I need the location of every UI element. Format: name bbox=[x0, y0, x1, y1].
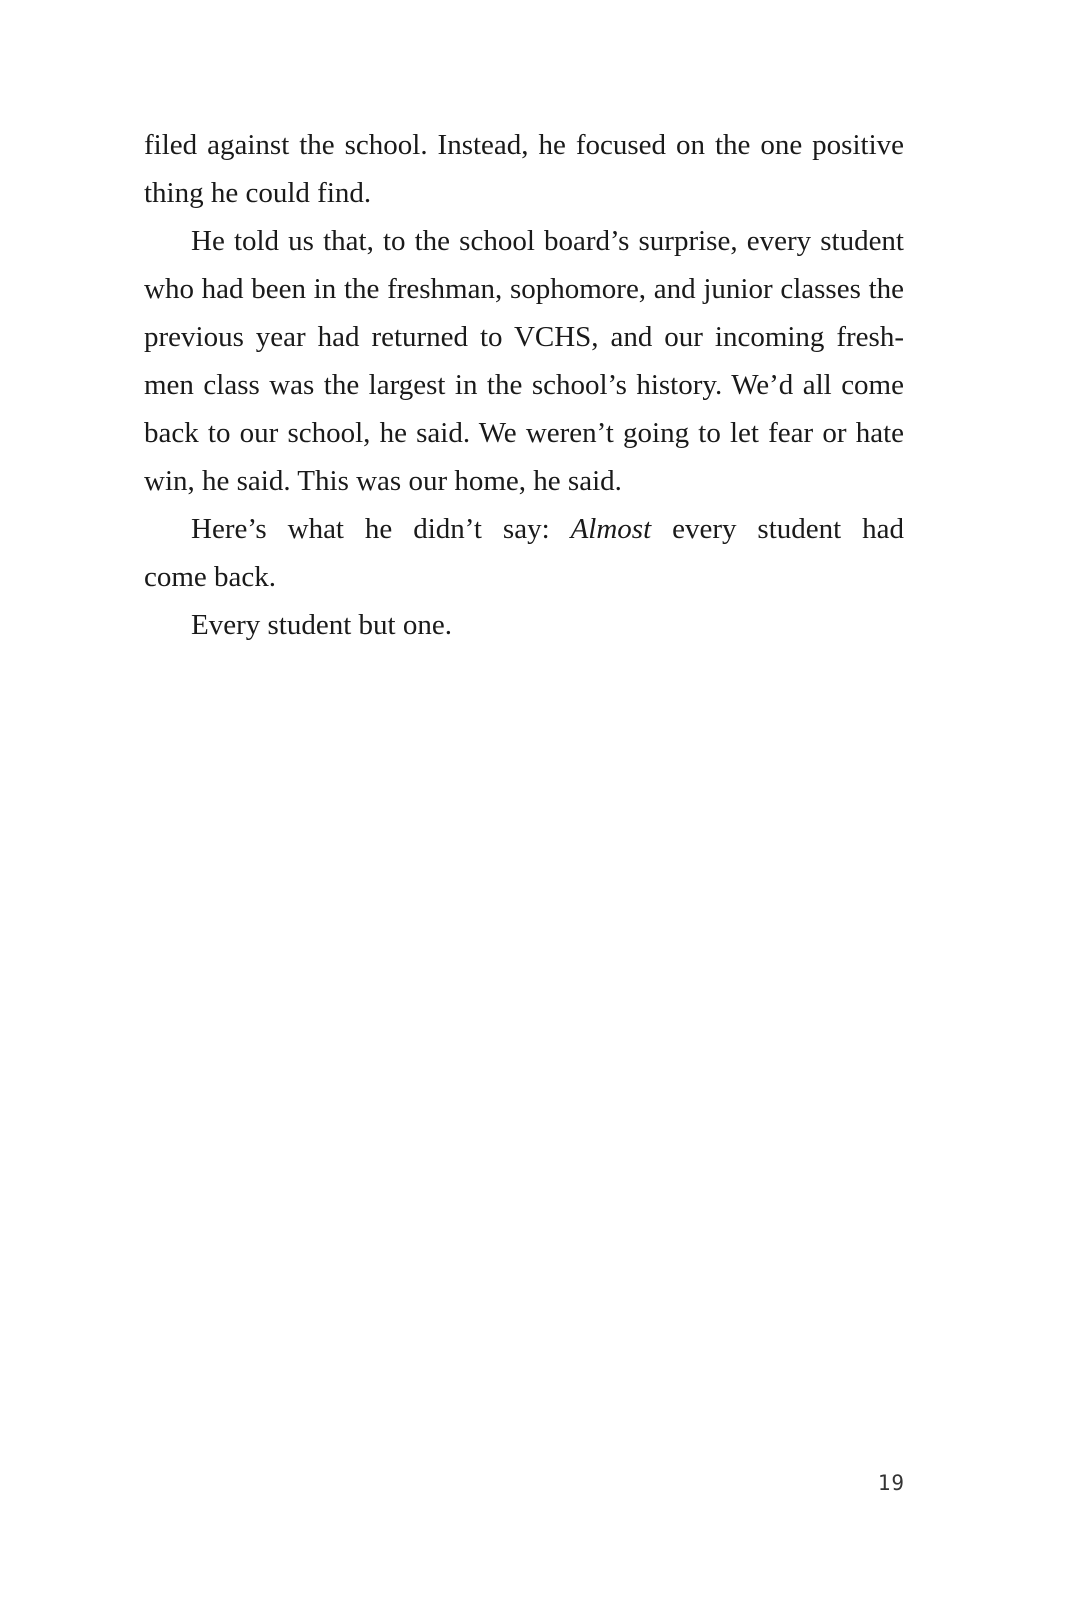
page-number: 19 bbox=[877, 1471, 905, 1495]
text-line: thing he could find. bbox=[144, 177, 372, 209]
text-line: back to our school, he said. We weren’t going to let fear or hate bbox=[144, 417, 904, 449]
body-text bbox=[144, 121, 904, 649]
paragraph-4 bbox=[144, 601, 904, 649]
text-line: men class was the largest in the school’s history. We’d all come bbox=[144, 369, 904, 401]
paragraph-2 bbox=[144, 217, 904, 505]
text-line: filed against the school. Instead, he focused on the one positive bbox=[144, 129, 904, 161]
text-line: previous year had returned to VCHS, and our incoming fresh- bbox=[144, 321, 904, 353]
text-line: who had been in the freshman, sophomore, and junior classes the bbox=[144, 273, 904, 305]
emphasized-word: Almost bbox=[570, 513, 652, 545]
text-line bbox=[144, 505, 904, 553]
text-segment: every student had bbox=[651, 513, 904, 545]
paragraph-1 bbox=[144, 121, 904, 217]
text-line: He told us that, to the school board’s surprise, every student bbox=[191, 225, 904, 257]
text-segment: Here’s what he didn’t say: bbox=[191, 513, 571, 545]
text-line: win, he said. This was our home, he said. bbox=[144, 465, 622, 497]
text-line: Every student but one. bbox=[191, 609, 452, 641]
text-line: come back. bbox=[144, 561, 277, 593]
paragraph-3 bbox=[144, 505, 904, 601]
